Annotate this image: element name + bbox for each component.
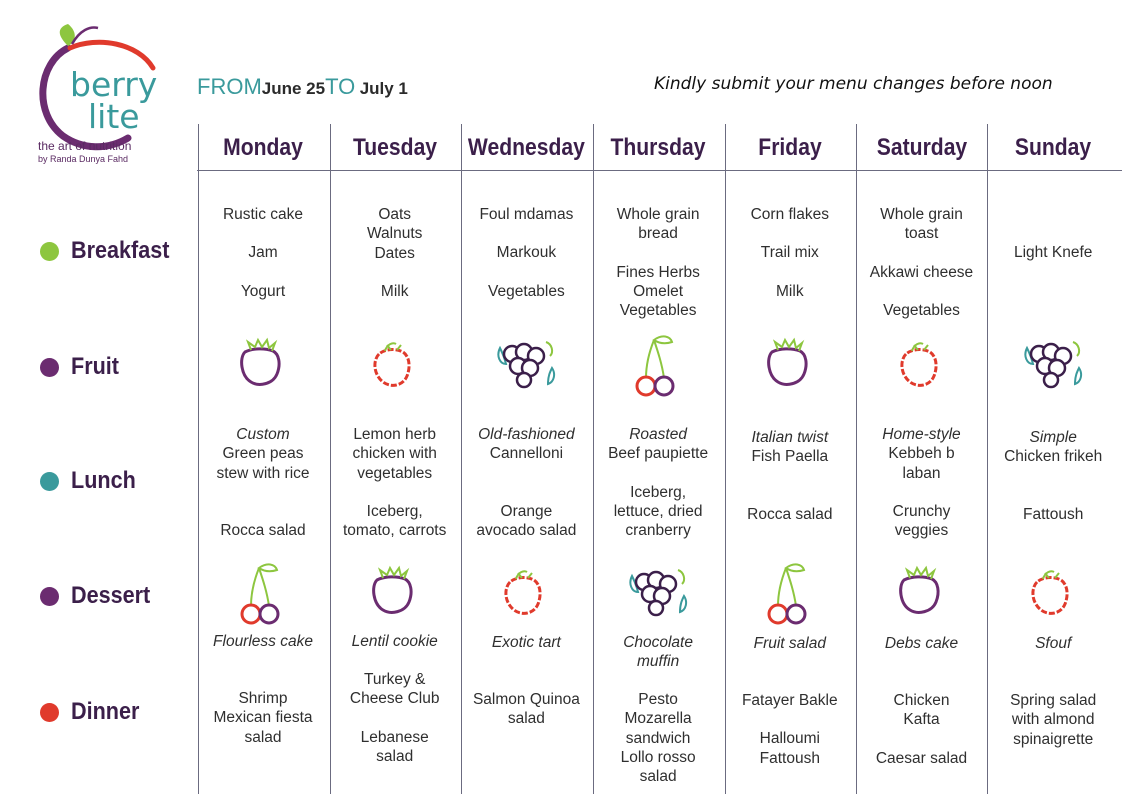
menu-line	[460, 224, 592, 243]
menu-line: Iceberg,	[630, 483, 687, 501]
date-range	[197, 74, 408, 100]
menu-line: Vegetables	[619, 302, 697, 320]
meal-label: Fruit	[71, 353, 119, 380]
meal-label: Dessert	[71, 582, 151, 609]
meal-label: Breakfast	[71, 237, 170, 264]
dessert-cell-sunday	[987, 634, 1119, 653]
menu-line: salad	[639, 768, 677, 786]
menu-line: Walnuts	[366, 225, 423, 243]
menu-line: salad	[376, 747, 414, 765]
menu-line	[592, 464, 724, 483]
menu-line	[197, 224, 329, 243]
menu-line: Rustic cake	[222, 206, 304, 223]
day-header-wednesday: Wednesday	[468, 134, 586, 161]
menu-line: Chocolate	[623, 634, 693, 651]
menu-line	[592, 244, 724, 263]
menu-line: Old-fashioned	[478, 426, 575, 443]
breakfast-cell-tuesday	[329, 205, 461, 301]
dinner-cell-tuesday	[329, 670, 461, 766]
menu-line: Shrimp	[238, 690, 288, 707]
meal-row-dessert	[40, 583, 159, 609]
menu-line: Chicken	[893, 692, 950, 709]
lunch-cell-monday	[197, 425, 329, 540]
menu-line: Milk	[776, 282, 804, 300]
menu-line: Turkey &	[363, 671, 426, 688]
breakfast-cell-thursday	[592, 205, 724, 320]
meal-dot-icon	[40, 472, 59, 491]
dinner-cell-saturday	[856, 691, 988, 768]
menu-line: Oats	[378, 206, 412, 223]
menu-line	[329, 483, 461, 502]
menu-line: Lemon herb	[353, 426, 437, 443]
day-header-saturday: Saturday	[876, 134, 967, 161]
menu-line	[197, 263, 329, 282]
menu-line: with almond	[1011, 711, 1095, 729]
menu-line	[856, 282, 988, 301]
lunch-cell-thursday	[592, 425, 724, 540]
grapes-icon	[626, 562, 690, 628]
grapes-icon	[1021, 334, 1085, 400]
menu-line: salad	[244, 728, 282, 746]
meal-dot-icon	[40, 242, 59, 261]
menu-line: Fines Herbs	[616, 263, 700, 281]
menu-line: Fish Paella	[751, 448, 829, 466]
menu-line: Rocca salad	[220, 521, 306, 539]
dessert-cell-friday	[724, 634, 856, 653]
menu-line: Jam	[248, 244, 278, 262]
berry-icon	[758, 334, 822, 400]
menu-line	[724, 710, 856, 729]
menu-line	[724, 224, 856, 243]
dinner-cell-sunday	[987, 691, 1119, 749]
menu-line: lettuce, dried	[613, 502, 703, 520]
menu-line	[856, 730, 988, 749]
menu-line	[460, 464, 592, 483]
menu-line: salad	[507, 710, 545, 728]
logo-byline: by Randa Dunya Fahd	[38, 154, 129, 164]
breakfast-cell-sunday	[987, 205, 1119, 262]
menu-line: veggies	[894, 522, 949, 540]
raspberry-icon	[1021, 562, 1085, 628]
menu-line: Kebbeh b	[888, 445, 955, 463]
menu-line: Beef paupiette	[608, 445, 709, 463]
menu-line: Akkawi cheese	[869, 263, 974, 281]
meal-dot-icon	[40, 703, 59, 722]
menu-line: Trail mix	[760, 244, 819, 262]
menu-line: Salmon Quinoa	[472, 691, 580, 708]
meal-dot-icon	[40, 587, 59, 606]
menu-line: Italian twist	[751, 429, 829, 446]
menu-line: Custom	[236, 426, 290, 443]
menu-line	[856, 483, 988, 502]
menu-line	[197, 483, 329, 502]
breakfast-cell-monday	[197, 205, 329, 301]
menu-line	[329, 263, 461, 282]
menu-line: Fruit salad	[753, 635, 826, 652]
menu-line: Iceberg,	[366, 502, 423, 520]
menu-line	[724, 486, 856, 505]
day-header-friday: Friday	[758, 134, 822, 161]
menu-line: Lebanese	[360, 728, 429, 746]
meal-label: Dinner	[71, 698, 140, 725]
menu-line	[987, 224, 1119, 243]
day-header-thursday: Thursday	[610, 134, 706, 161]
raspberry-icon	[494, 562, 558, 628]
menu-line: Sfouf	[1035, 635, 1072, 652]
dinner-cell-wednesday	[460, 690, 592, 729]
menu-line	[197, 502, 329, 521]
menu-line: Mozarella	[624, 710, 692, 728]
menu-line: Yogurt	[240, 282, 286, 300]
lunch-cell-tuesday	[329, 425, 461, 540]
menu-line: Milk	[380, 282, 409, 300]
day-header-tuesday: Tuesday	[352, 134, 437, 161]
header-divider	[197, 170, 1122, 171]
menu-line: Mexican fiesta	[213, 709, 313, 727]
breakfast-cell-wednesday	[460, 205, 592, 301]
menu-line: Fattoush	[1023, 505, 1084, 523]
menu-line: Simple	[1029, 429, 1077, 446]
menu-line: Flourless cake	[213, 633, 313, 650]
dessert-cell-wednesday	[460, 633, 592, 652]
meal-dot-icon	[40, 358, 59, 377]
day-header-monday: Monday	[223, 134, 303, 161]
lunch-cell-friday	[724, 428, 856, 524]
menu-line	[987, 467, 1119, 486]
raspberry-icon	[890, 334, 954, 400]
menu-line	[987, 205, 1119, 224]
menu-line: Cheese Club	[349, 690, 440, 708]
meal-row-breakfast	[40, 238, 180, 264]
lunch-cell-wednesday	[460, 425, 592, 540]
menu-line: Exotic tart	[491, 634, 561, 651]
menu-line: Whole grain	[616, 206, 700, 223]
dinner-cell-monday	[197, 689, 329, 747]
menu-line: toast	[904, 225, 939, 243]
dessert-cell-tuesday	[329, 632, 461, 651]
menu-line: Corn flakes	[750, 206, 829, 223]
from-date: June 25	[261, 79, 326, 98]
menu-line: vegetables	[357, 464, 433, 482]
menu-line: Debs cake	[884, 635, 959, 652]
meal-label: Lunch	[71, 467, 136, 494]
menu-line: Fattoush	[759, 749, 820, 767]
menu-line	[460, 483, 592, 502]
menu-line: Vegetables	[488, 282, 565, 300]
menu-line: muffin	[636, 653, 680, 671]
menu-line: Crunchy	[892, 502, 951, 520]
berry-icon	[363, 562, 427, 628]
dinner-cell-thursday	[592, 690, 724, 786]
menu-line: Lentil cookie	[351, 633, 438, 650]
dessert-cell-monday	[197, 632, 329, 651]
day-header-sunday: Sunday	[1015, 134, 1092, 161]
menu-line: cranberry	[625, 522, 691, 540]
cherries-icon	[626, 334, 690, 400]
cherries-icon	[231, 562, 295, 628]
menu-line	[724, 467, 856, 486]
menu-line: Dates	[374, 244, 415, 262]
breakfast-cell-saturday	[856, 205, 988, 320]
logo-tagline: the art of nutrition	[38, 139, 132, 153]
submission-notice: Kindly submit your menu changes before noon	[654, 74, 1053, 94]
logo-word1: berry	[70, 65, 158, 104]
menu-line: Markouk	[496, 244, 557, 262]
menu-line: Foul mdamas	[479, 206, 574, 223]
menu-line: Chicken frikeh	[1004, 448, 1103, 466]
raspberry-icon	[363, 334, 427, 400]
menu-line: Kafta	[903, 711, 940, 729]
menu-line: Green peas	[222, 445, 304, 463]
menu-line: avocado salad	[476, 521, 577, 539]
menu-line: Halloumi	[759, 730, 820, 748]
menu-line: Spring salad	[1010, 692, 1097, 709]
logo-word2: lite	[88, 97, 140, 136]
berry-icon	[890, 562, 954, 628]
breakfast-cell-friday	[724, 205, 856, 301]
menu-line: Roasted	[629, 426, 687, 443]
lunch-cell-saturday	[856, 425, 988, 540]
cherries-icon	[758, 562, 822, 628]
meal-row-dinner	[40, 699, 147, 725]
menu-line: Caesar salad	[875, 749, 968, 767]
menu-line: laban	[902, 464, 941, 482]
menu-line: Pesto	[638, 691, 678, 708]
dessert-cell-saturday	[856, 634, 988, 653]
menu-line: tomato, carrots	[343, 522, 447, 540]
menu-line: sandwich	[625, 729, 691, 747]
menu-line	[460, 263, 592, 282]
menu-line: Light Knefe	[1013, 244, 1093, 261]
menu-line: chicken with	[352, 445, 437, 463]
dessert-cell-thursday	[592, 633, 724, 672]
menu-line: Orange	[500, 502, 553, 520]
meal-row-fruit	[40, 354, 124, 380]
menu-line: Home-style	[882, 426, 961, 443]
menu-line	[856, 244, 988, 263]
meal-row-lunch	[40, 468, 143, 494]
grapes-icon	[494, 334, 558, 400]
menu-line	[724, 263, 856, 282]
menu-line: Whole grain	[880, 206, 963, 223]
menu-line: Cannelloni	[489, 445, 564, 463]
from-label: FROM	[197, 74, 262, 99]
menu-line: bread	[638, 225, 678, 243]
dinner-cell-friday	[724, 691, 856, 768]
menu-line: Lollo rosso	[620, 748, 696, 766]
to-label: TO	[325, 74, 356, 99]
menu-line: stew with rice	[216, 464, 310, 482]
menu-line	[329, 709, 461, 728]
menu-line: Vegetables	[883, 301, 960, 319]
menu-line: Fatayer Bakle	[741, 692, 838, 709]
menu-line: Rocca salad	[747, 505, 833, 523]
to-date: July 1	[359, 79, 408, 98]
lunch-cell-sunday	[987, 428, 1119, 524]
menu-line: Omelet	[633, 282, 684, 300]
menu-line	[987, 486, 1119, 505]
berry-icon	[231, 334, 295, 400]
menu-line: spinaigrette	[1013, 730, 1094, 748]
